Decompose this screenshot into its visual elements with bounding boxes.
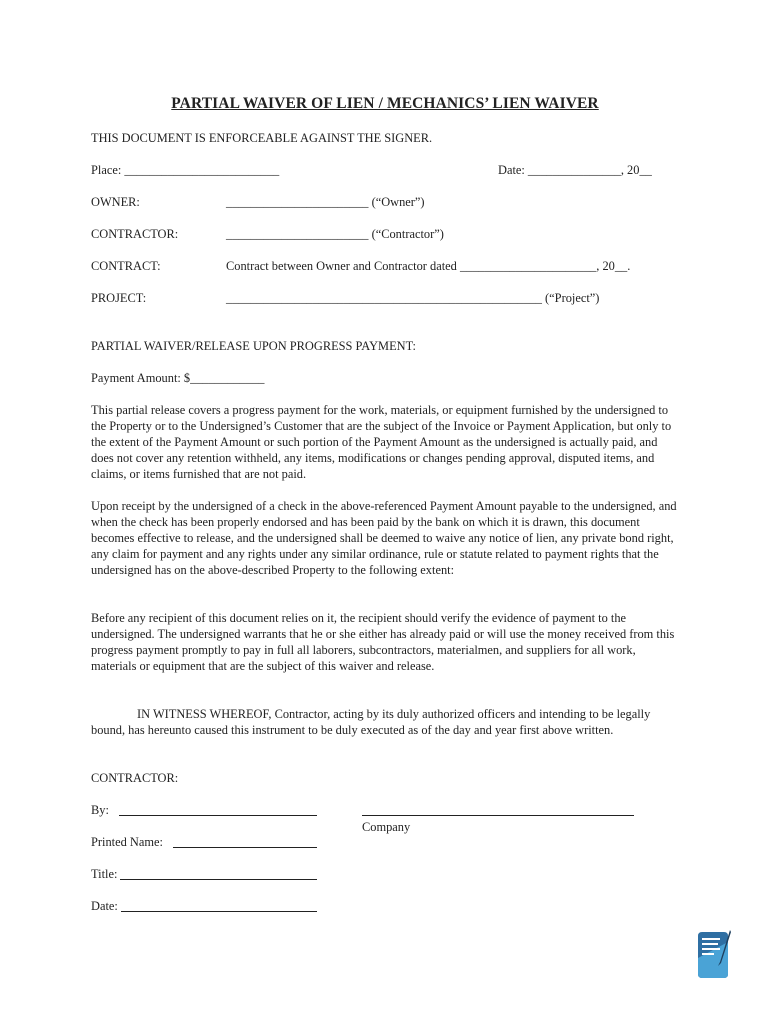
by-signature-line[interactable] [119,815,317,816]
section-heading: PARTIAL WAIVER/RELEASE UPON PROGRESS PAYMENT: [91,339,416,353]
owner-label: OWNER: [91,195,140,209]
company-signature-line[interactable] [362,815,634,816]
paragraph-recipient [91,610,681,674]
contract-label: CONTRACT: [91,259,161,273]
signature-heading: CONTRACTOR: [91,771,179,785]
paragraph-witness [91,706,681,738]
title-line[interactable] [120,879,317,880]
paragraph-text: Before any recipient of this document relies on it, the recipient should verify the evidence of payment to the undersigned. The undersigned warrants that he or she either has already paid or will use the money received from this progress payment promptly to pay in full all laborers, subcontractors, materialmen, and suppliers for all work, materials or equipment that are the subject of this waiver and release. [91,611,675,673]
project-label: PROJECT: [91,291,147,305]
contract-field[interactable]: Contract between Owner and Contractor dated ______________________, 20__. [226,259,631,273]
company-label: Company [362,820,411,834]
contractor-field[interactable]: _______________________ (“Contractor”) [226,227,444,241]
enforceable-notice: THIS DOCUMENT IS ENFORCEABLE AGAINST THE SIGNER. [91,131,433,145]
date-label: Date: [91,899,118,913]
contractor-label: CONTRACTOR: [91,227,179,241]
owner-field[interactable]: _______________________ (“Owner”) [226,195,425,209]
payment-amount-field[interactable]: Payment Amount: $____________ [91,371,265,385]
place-field[interactable]: Place: _________________________ [91,163,280,177]
paragraph-text: IN WITNESS WHEREOF, Contractor, acting by its duly authorized officers and intending to be legally bound, has hereunto caused this instrument to be duly executed as of the day and year first above written. [91,707,651,737]
title-label: Title: [91,867,118,881]
by-label: By: [91,803,109,817]
paragraph-receipt [91,498,681,578]
project-field[interactable]: ___________________________________________________ (“Project”) [226,291,600,305]
date-line[interactable] [121,911,317,912]
printed-name-label: Printed Name: [91,835,163,849]
document-pen-icon [694,928,732,982]
paragraph-text: This partial release covers a progress payment for the work, materials, or equipment furnished by the undersigned to the Property or to the Undersigned’s Customer that are the subject of the Invoice or Payment Application, but only to the extent of the Payment Amount or such portion of the Payment Amount as the undersigned is actually paid, and does not cover any retention withheld, any items, modifications or changes pending approval, disputed items, and claims, or items furnished that are not paid. [91,403,672,481]
document-title: PARTIAL WAIVER OF LIEN / MECHANICS’ LIEN WAIVER [171,95,599,112]
printed-name-line[interactable] [173,847,317,848]
paragraph-text: Upon receipt by the undersigned of a check in the above-referenced Payment Amount payable to the undersigned, and when the check has been properly endorsed and has been paid by the bank on which it is drawn, this document becomes effective to release, and the undersigned shall be deemed to waive any notice of lien, any private bond right, any claim for payment and any rights under any similar ordinance, rule or statute related to payment rights that the undersigned has on the above-described Property to the following extent: [91,499,677,577]
paragraph-partial-release [91,402,681,482]
date-field[interactable]: Date: _______________, 20__ [498,163,652,177]
